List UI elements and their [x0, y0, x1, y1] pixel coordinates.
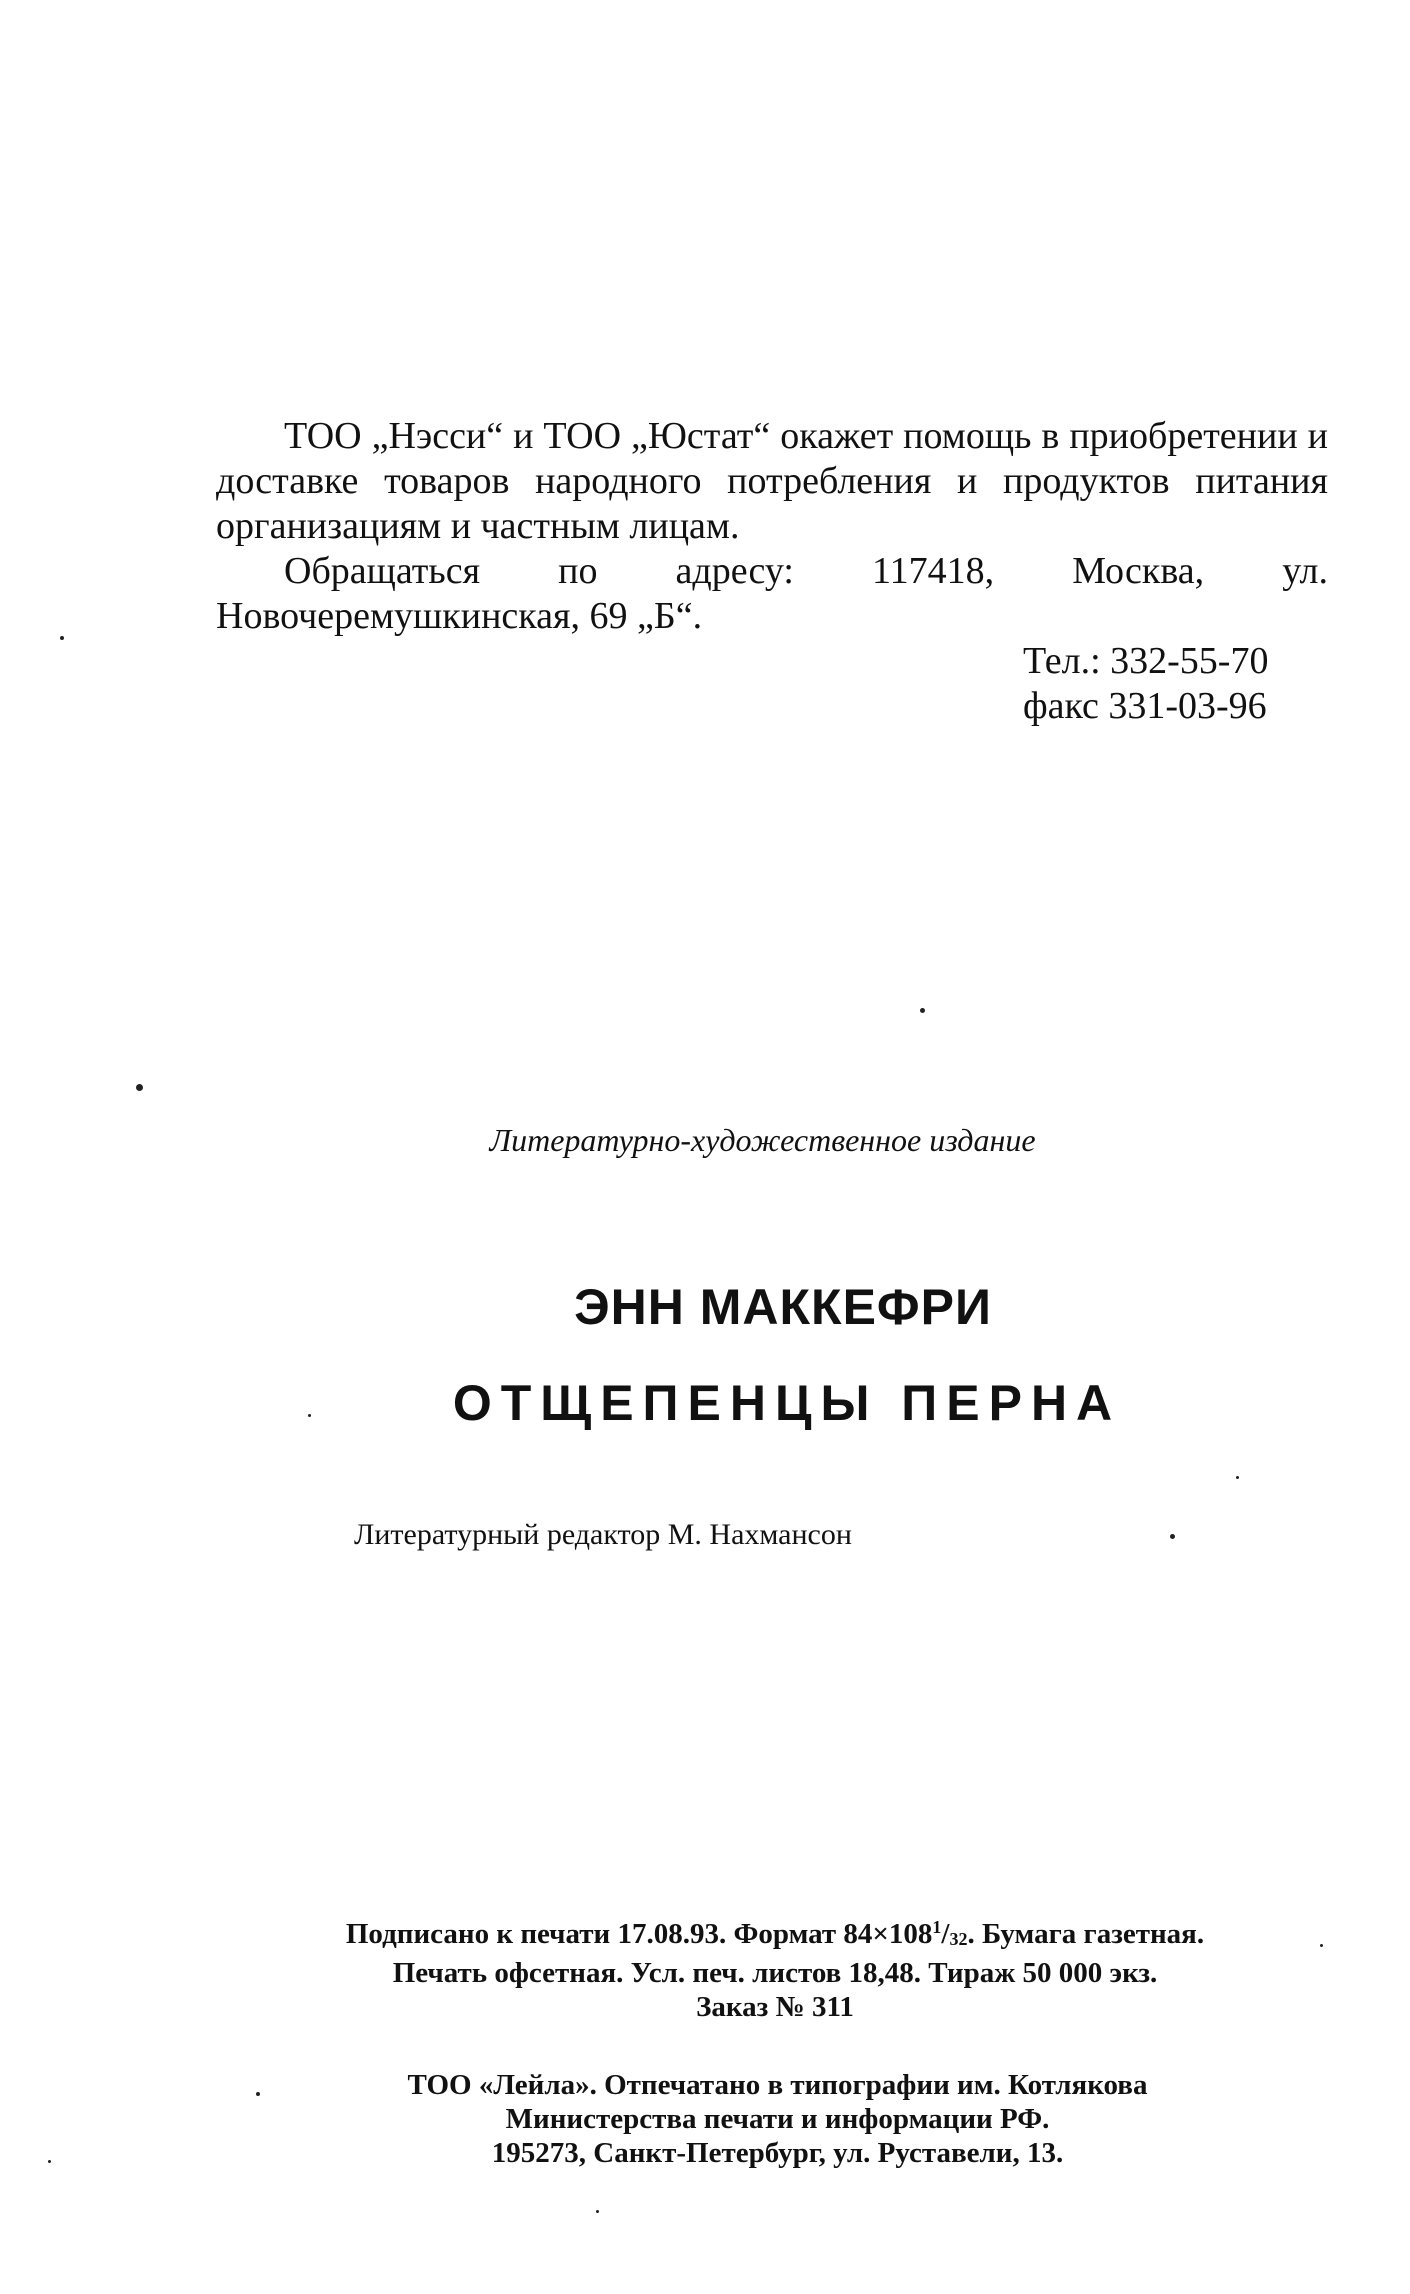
- format-fraction-numerator: 1: [932, 1917, 942, 1937]
- imprint-order-number: Заказ № 311: [696, 1991, 854, 2023]
- advertisement-block: [216, 414, 1328, 729]
- ad-fax: факс 331-03-96: [1023, 685, 1267, 727]
- imprint-paper-type: . Бумага газетная.: [967, 1918, 1205, 1950]
- imprint-line-2: Печать офсетная. Усл. печ. листов 18,48. Тираж 50 000 экз.: [392, 1957, 1158, 1989]
- scan-speck: [920, 1008, 925, 1013]
- ad-phone: Тел.: 332-55-70: [1023, 640, 1269, 682]
- author-name: ЭНН МАККЕФРИ: [574, 1279, 992, 1335]
- scan-speck: [256, 2092, 260, 2096]
- scan-speck: [60, 636, 64, 640]
- ad-contacts: [216, 639, 1328, 729]
- printer-address: 195273, Санкт-Петербург, ул. Руставели, 13.: [491, 2137, 1064, 2169]
- scan-speck: [1170, 1534, 1175, 1539]
- printer-line-1: ТОО «Лейла». Отпечатано в типографии им. Котлякова: [407, 2069, 1148, 2101]
- printer-line-2: Министерства печати и информации РФ.: [505, 2103, 1050, 2135]
- ad-paragraph-services: ТОО „Нэсси“ и ТОО „Юстат“ окажет помощь в приобретении и доставке товаров народного потребления и продуктов питания организациям и частным лицам.: [216, 415, 1328, 547]
- print-imprint: [0, 1910, 1410, 2024]
- literary-editor: Литературный редактор М. Нахмансон: [354, 1518, 852, 1551]
- imprint-signed-format: Подписано к печати 17.08.93. Формат 84×108: [345, 1918, 933, 1950]
- scan-speck: [596, 2210, 599, 2213]
- book-title: ОТЩЕПЕНЦЫ ПЕРНА: [452, 1375, 1122, 1431]
- format-fraction-denominator: 32: [949, 1929, 968, 1949]
- ad-paragraph-address: Обращаться по адресу: 117418, Москва, ул. Новочеремушкинская, 69 „Б“.: [216, 550, 1328, 637]
- genre-label: Литературно-художественное издание: [489, 1122, 1036, 1158]
- scan-speck: [136, 1084, 143, 1091]
- scan-speck: [48, 2160, 51, 2163]
- scan-speck: [308, 1414, 311, 1417]
- scan-speck: [1236, 1476, 1239, 1479]
- printer-info: [0, 2068, 1410, 2170]
- imprint-line-1: Подписано к печати 17.08.93. Формат $84\times 108^1/_{32}$. Бумага газетная.: [345, 1917, 1205, 1950]
- scan-speck: [1320, 1944, 1323, 1947]
